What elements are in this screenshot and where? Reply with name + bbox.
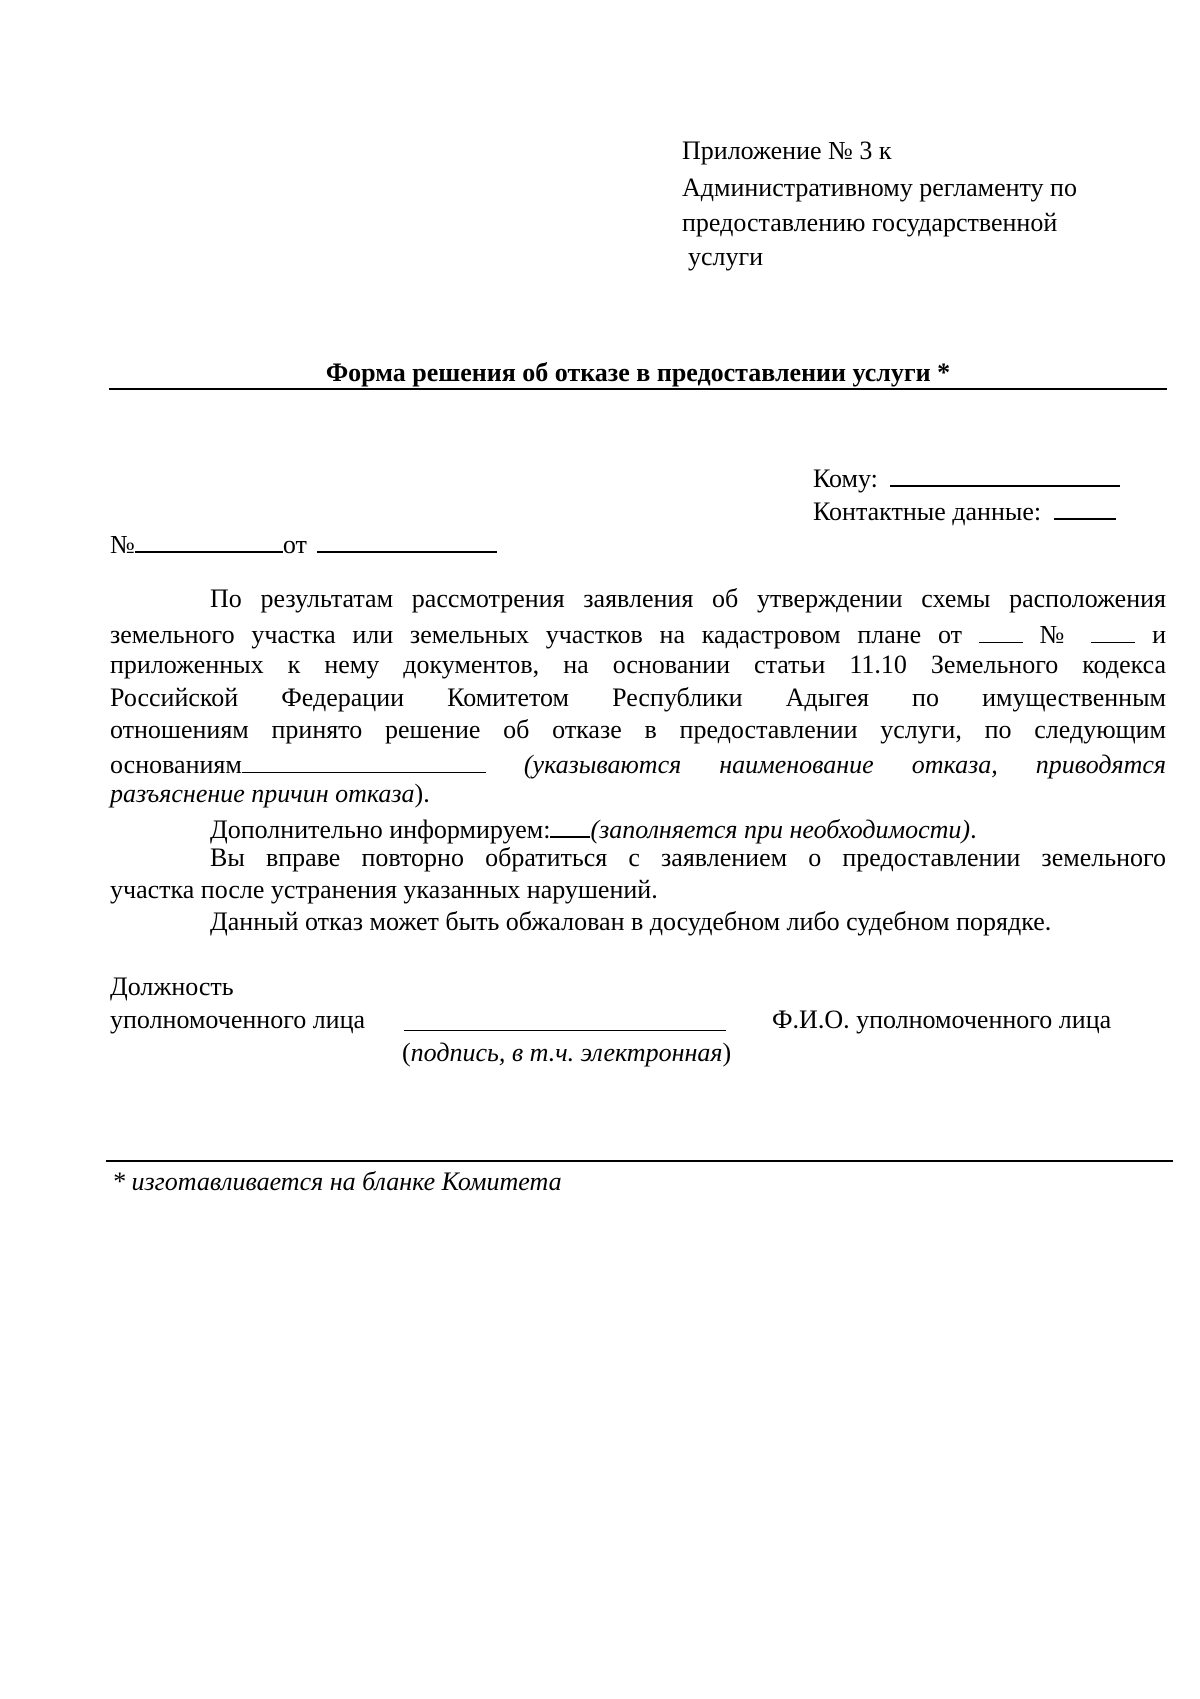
document-title: Форма решения об отказе в предоставлении услуги * — [325, 358, 951, 387]
body-p1-line-4: Российской Федерации Комитетом Республики Адыгея по имущественным — [110, 683, 1166, 712]
number-sign: № — [110, 530, 135, 559]
body-p1-line-2: земельного участка или земельных участков на кадастровом плане от № и — [110, 616, 1166, 651]
annex-line-1: Приложение № 3 к — [682, 136, 892, 165]
body-p1-line-3: приложенных к нему документов, на основании статьи 11.10 Земельного кодекса — [110, 650, 1166, 679]
body-p3-line-2: участка после устранения указанных нарушений. — [110, 875, 658, 904]
application-date-blank — [979, 616, 1023, 643]
from-label: от — [282, 530, 307, 559]
body-p4: Данный отказ может быть обжалован в досудебном либо судебном порядке. — [210, 907, 1052, 936]
annex-line-3: предоставлению государственной — [682, 208, 1058, 237]
application-number-blank — [1091, 616, 1135, 643]
signature-blank — [404, 1004, 726, 1031]
body-p1-line-5: отношениям принято решение об отказе в предоставлении услуги, по следующим — [110, 715, 1166, 744]
signature-blank-wrapper — [404, 1004, 726, 1039]
addressee-contacts — [813, 492, 1116, 528]
annex-line-4: услуги — [688, 242, 764, 271]
signature-position-line-1: Должность — [110, 972, 234, 1001]
addressee-to-blank — [890, 459, 1120, 487]
date-blank — [317, 525, 497, 553]
signature-caption: (подпись, в т.ч. электронная) — [402, 1038, 732, 1067]
footnote-separator — [106, 1160, 1173, 1162]
signature-fio: Ф.И.О. уполномоченного лица — [772, 1005, 1112, 1034]
addressee-contacts-blank — [1054, 492, 1116, 520]
body-p1-line-7: разъяснение причин отказа). — [110, 779, 430, 808]
signature-position-line-2: уполномоченного лица — [110, 1005, 366, 1034]
body-p1-line-6: основаниям (указываются наименование отказа, приводятся — [110, 746, 1166, 781]
addressee-to-label: Кому: — [813, 464, 878, 493]
number-blank — [135, 525, 283, 553]
body-p2: Дополнительно информируем: (заполняется при необходимости). — [210, 810, 977, 846]
addressee-contacts-label: Контактные данные: — [813, 497, 1042, 526]
additional-info-blank — [550, 810, 590, 838]
annex-line-2: Административному регламенту по — [682, 173, 1077, 202]
title-underline — [109, 388, 1167, 390]
footnote: * изготавливается на бланке Комитета — [112, 1167, 562, 1196]
grounds-blank — [242, 746, 486, 773]
number-date-line — [110, 525, 497, 561]
addressee-to — [813, 459, 1120, 495]
body-p3-line-1: Вы вправе повторно обратиться с заявлением о предоставлении земельного — [210, 843, 1166, 872]
body-p1-line-1: По результатам рассмотрения заявления об утверждении схемы расположения — [210, 584, 1166, 613]
